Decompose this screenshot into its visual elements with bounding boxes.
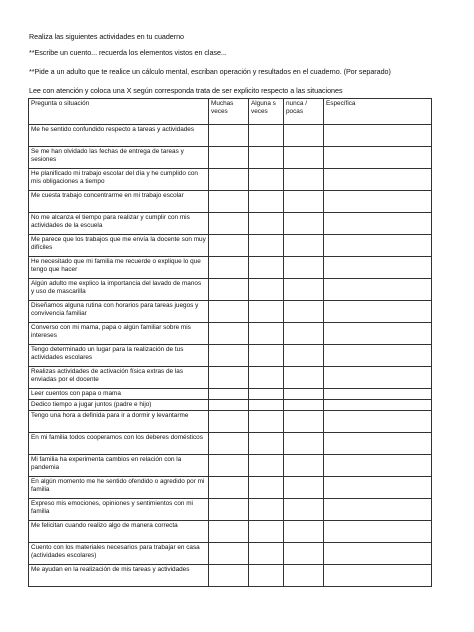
nunca-pocas-cell[interactable] [284, 543, 324, 565]
muchas-veces-cell[interactable] [209, 125, 249, 147]
algunas-veces-cell[interactable] [249, 367, 284, 389]
table-row [29, 191, 432, 213]
muchas-veces-cell[interactable] [209, 433, 249, 455]
algunas-veces-cell[interactable] [249, 147, 284, 169]
algunas-veces-cell[interactable] [249, 411, 284, 433]
especifica-cell[interactable] [324, 367, 432, 389]
question-cell: Me felicitan cuando realizo algo de manera correcta [29, 521, 209, 543]
especifica-cell[interactable] [324, 543, 432, 565]
table-row [29, 367, 432, 389]
nunca-pocas-cell[interactable] [284, 213, 324, 235]
algunas-veces-cell[interactable] [249, 301, 284, 323]
especifica-cell[interactable] [324, 147, 432, 169]
table-row [29, 565, 432, 587]
nunca-pocas-cell[interactable] [284, 455, 324, 477]
especifica-cell[interactable] [324, 213, 432, 235]
table-row [29, 543, 432, 565]
table-row [29, 477, 432, 499]
table-row [29, 279, 432, 301]
question-cell: Tengo una hora a definida para ir a dormir y levantarme [29, 411, 209, 433]
header-muchas-veces: Muchas veces [209, 99, 249, 125]
table-row [29, 323, 432, 345]
nunca-pocas-cell[interactable] [284, 125, 324, 147]
algunas-veces-cell[interactable] [249, 400, 284, 411]
question-cell: Tengo determinado un lugar para la realización de tus actividades escolares [29, 345, 209, 367]
muchas-veces-cell[interactable] [209, 345, 249, 367]
algunas-veces-cell[interactable] [249, 257, 284, 279]
especifica-cell[interactable] [324, 125, 432, 147]
especifica-cell[interactable] [324, 389, 432, 400]
nunca-pocas-cell[interactable] [284, 411, 324, 433]
muchas-veces-cell[interactable] [209, 411, 249, 433]
question-cell: Dedico tiempo a jugar juntos (padre e hijo) [29, 400, 209, 411]
algunas-veces-cell[interactable] [249, 235, 284, 257]
especifica-cell[interactable] [324, 257, 432, 279]
muchas-veces-cell[interactable] [209, 169, 249, 191]
nunca-pocas-cell[interactable] [284, 235, 324, 257]
especifica-cell[interactable] [324, 279, 432, 301]
question-cell: Leer cuentos con papa o mama [29, 389, 209, 400]
especifica-cell[interactable] [324, 191, 432, 213]
muchas-veces-cell[interactable] [209, 400, 249, 411]
question-cell: Cuento con los materiales necesarios para trabajar en casa (actividades escolares) [29, 543, 209, 565]
especifica-cell[interactable] [324, 411, 432, 433]
question-cell: En algún momento me he sentido ofendido o agredido por mi familia [29, 477, 209, 499]
muchas-veces-cell[interactable] [209, 521, 249, 543]
nunca-pocas-cell[interactable] [284, 191, 324, 213]
table-row [29, 301, 432, 323]
nunca-pocas-cell[interactable] [284, 301, 324, 323]
question-cell: Realizas actividades de activación física extras de las enviadas por el docente [29, 367, 209, 389]
especifica-cell[interactable] [324, 400, 432, 411]
algunas-veces-cell[interactable] [249, 345, 284, 367]
nunca-pocas-cell[interactable] [284, 323, 324, 345]
nunca-pocas-cell[interactable] [284, 279, 324, 301]
muchas-veces-cell[interactable] [209, 301, 249, 323]
table-row [29, 213, 432, 235]
question-cell: He necesitado que mi familia me recuerde o explique lo que tengo que hacer [29, 257, 209, 279]
question-cell: Expreso mis emociones, opiniones y sentimientos con mi familia [29, 499, 209, 521]
table-header-row [29, 99, 432, 125]
question-cell: Algún adulto me explico la importancia del lavado de manos y uso de mascarilla [29, 279, 209, 301]
nunca-pocas-cell[interactable] [284, 257, 324, 279]
table-body [29, 125, 432, 587]
instruction-line-3: **Pide a un adulto que te realice un cálculo mental, escriban operación y resultados en el cuaderno. (Por separado) [29, 67, 391, 76]
algunas-veces-cell[interactable] [249, 169, 284, 191]
especifica-cell[interactable] [324, 455, 432, 477]
question-cell: Mi familia ha experimenta cambios en relación con la pandemia [29, 455, 209, 477]
algunas-veces-cell[interactable] [249, 125, 284, 147]
nunca-pocas-cell[interactable] [284, 147, 324, 169]
algunas-veces-cell[interactable] [249, 565, 284, 587]
header-especifica: Específica [324, 99, 432, 125]
muchas-veces-cell[interactable] [209, 279, 249, 301]
question-cell: Me parece que los trabajos que me envía la docente son muy difíciles [29, 235, 209, 257]
question-cell: Me ayudan en la realización de mis tareas y actividades [29, 565, 209, 587]
especifica-cell[interactable] [324, 521, 432, 543]
question-cell: Me cuesta trabajo concentrarme en mi trabajo escolar [29, 191, 209, 213]
table-row [29, 389, 432, 400]
nunca-pocas-cell[interactable] [284, 477, 324, 499]
muchas-veces-cell[interactable] [209, 235, 249, 257]
especifica-cell[interactable] [324, 565, 432, 587]
question-cell: Se me han olvidado las fechas de entrega de tareas y sesiones [29, 147, 209, 169]
table-row [29, 345, 432, 367]
especifica-cell[interactable] [324, 169, 432, 191]
algunas-veces-cell[interactable] [249, 433, 284, 455]
nunca-pocas-cell[interactable] [284, 345, 324, 367]
muchas-veces-cell[interactable] [209, 147, 249, 169]
instruction-line-1: Realiza las siguientes actividades en tu cuaderno [29, 32, 184, 41]
question-cell: Diseñamos alguna rutina con horarios para tareas juegos y convivencia familiar [29, 301, 209, 323]
nunca-pocas-cell[interactable] [284, 521, 324, 543]
nunca-pocas-cell[interactable] [284, 169, 324, 191]
muchas-veces-cell[interactable] [209, 565, 249, 587]
algunas-veces-cell[interactable] [249, 521, 284, 543]
table-row [29, 455, 432, 477]
algunas-veces-cell[interactable] [249, 543, 284, 565]
table-row [29, 147, 432, 169]
table-row [29, 499, 432, 521]
algunas-veces-cell[interactable] [249, 455, 284, 477]
question-cell: En mi familia todos cooperamos con los deberes domésticos [29, 433, 209, 455]
algunas-veces-cell[interactable] [249, 499, 284, 521]
muchas-veces-cell[interactable] [209, 477, 249, 499]
nunca-pocas-cell[interactable] [284, 499, 324, 521]
table-row [29, 433, 432, 455]
question-cell: Me he sentido confundido respecto a tareas y actividades [29, 125, 209, 147]
especifica-cell[interactable] [324, 301, 432, 323]
especifica-cell[interactable] [324, 477, 432, 499]
algunas-veces-cell[interactable] [249, 323, 284, 345]
muchas-veces-cell[interactable] [209, 191, 249, 213]
muchas-veces-cell[interactable] [209, 213, 249, 235]
table-row [29, 400, 432, 411]
muchas-veces-cell[interactable] [209, 257, 249, 279]
table-row [29, 125, 432, 147]
muchas-veces-cell[interactable] [209, 367, 249, 389]
especifica-cell[interactable] [324, 499, 432, 521]
table-row [29, 411, 432, 433]
nunca-pocas-cell[interactable] [284, 433, 324, 455]
table-row [29, 521, 432, 543]
survey-table [28, 98, 432, 587]
instruction-line-2: **Escribe un cuento... recuerda los elementos vistos en clase... [29, 48, 227, 57]
muchas-veces-cell[interactable] [209, 499, 249, 521]
algunas-veces-cell[interactable] [249, 477, 284, 499]
question-cell: No me alcanza el tiempo para realizar y cumplir con mis actividades de la escuela [29, 213, 209, 235]
table-row [29, 257, 432, 279]
especifica-cell[interactable] [324, 433, 432, 455]
nunca-pocas-cell[interactable] [284, 565, 324, 587]
header-algunas-veces: Alguna s veces [249, 99, 284, 125]
question-cell: Converso con mi mama, papa o algún familiar sobre mis intereses [29, 323, 209, 345]
especifica-cell[interactable] [324, 235, 432, 257]
algunas-veces-cell[interactable] [249, 191, 284, 213]
muchas-veces-cell[interactable] [209, 543, 249, 565]
header-nunca-pocas: nunca / pocas [284, 99, 324, 125]
muchas-veces-cell[interactable] [209, 323, 249, 345]
nunca-pocas-cell[interactable] [284, 389, 324, 400]
muchas-veces-cell[interactable] [209, 455, 249, 477]
algunas-veces-cell[interactable] [249, 279, 284, 301]
algunas-veces-cell[interactable] [249, 389, 284, 400]
instruction-line-4: Lee con atención y coloca una X según corresponda trata de ser explicito respecto a las situaciones [29, 86, 343, 95]
table-row [29, 235, 432, 257]
header-question: Pregunta o situación [29, 99, 209, 125]
table-row [29, 169, 432, 191]
especifica-cell[interactable] [324, 323, 432, 345]
nunca-pocas-cell[interactable] [284, 367, 324, 389]
question-cell: He planificado mi trabajo escolar del día y he cumplido con mis obligaciones a tiempo [29, 169, 209, 191]
muchas-veces-cell[interactable] [209, 389, 249, 400]
algunas-veces-cell[interactable] [249, 213, 284, 235]
especifica-cell[interactable] [324, 345, 432, 367]
nunca-pocas-cell[interactable] [284, 400, 324, 411]
